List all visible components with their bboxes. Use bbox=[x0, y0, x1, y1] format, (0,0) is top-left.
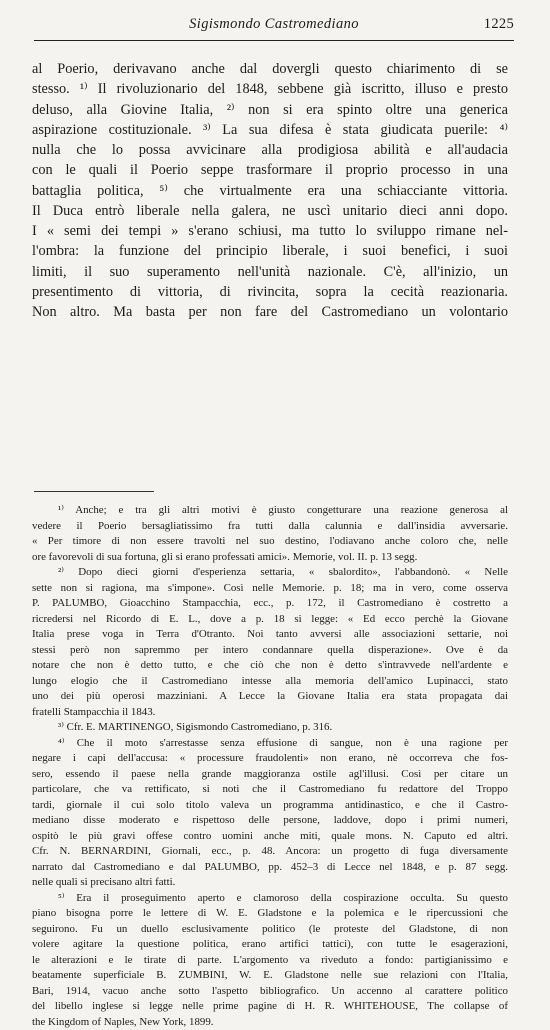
footnote-line: Cfr. N. BERNARDINI, Giornali, ecc., p. 48. Ancora: un progetto di fuga diversamente bbox=[32, 844, 508, 860]
text-line: stesso. ¹⁾ Il rivoluzionario del 1848, sebbene già iscritto, illuso e presto bbox=[32, 79, 508, 99]
footnote-line: uno dei più operosi mazziniani. A Lecce la Giovane Italia era stata propagata dai bbox=[32, 689, 508, 705]
footnote-line: negare i capi dell'accusa: « processure fraudolenti» non erano, nè occorreva che fos- bbox=[32, 751, 508, 767]
footnote-4 bbox=[32, 736, 508, 891]
text-line: I « semi dei tempi » s'erano schiusi, ma tutto lo sviluppo rimane nel- bbox=[32, 221, 508, 241]
footnote-line: P. PALUMBO, Gioacchino Stampacchia, ecc., p. 172, il Castromediano è costretto a bbox=[32, 596, 508, 612]
footnote-line: the Kingdom of Naples, New York, 1899. bbox=[32, 1015, 508, 1030]
text-line: limiti, il suo superamento nell'unità nazionale. C'è, all'inizio, un bbox=[32, 262, 508, 282]
footnote-line: beatamente superficiale B. ZUMBINI, W. E. Gladstone nelle sue relazioni con l'Italia, bbox=[32, 968, 508, 984]
running-title: Sigismondo Castromediano bbox=[34, 16, 514, 33]
footnote-line: del libello inglese si legge nelle prime pagine di H. R. WHITEHOUSE, The collapse of bbox=[32, 999, 508, 1015]
footnote-line: tardi, giornale il cui solo titolo valeva un programma antidinastico, e che il Castro- bbox=[32, 798, 508, 814]
text-line: Il Duca entrò liberale nella galera, ne uscì unitario dieci anni dopo. bbox=[32, 201, 508, 221]
footnote-line: vedere il Poerio bersagliatissimo fra tutti dalla calunnia e dall'insidia avversarie. bbox=[32, 519, 508, 535]
footnotes bbox=[32, 503, 508, 1030]
text-line: l'ombra: la funzione del principio liberale, i suoi benefici, i suoi bbox=[32, 241, 508, 261]
footnote-separator bbox=[34, 491, 154, 492]
page-header bbox=[34, 14, 514, 41]
footnote-line: piano bisogna porre le lettere di W. E. Gladstone e la polemica e le ripercussioni che bbox=[32, 906, 508, 922]
footnote-line: ³⁾ Cfr. E. MARTINENGO, Sigismondo Castromediano, p. 316. bbox=[32, 720, 508, 736]
footnote-line: mediano disse moderato e rispettoso delle persone, laddove, dopo i primi numeri, bbox=[32, 813, 508, 829]
footnote-3 bbox=[32, 720, 508, 736]
footnote-line: particolare, che va rettificato, si noti che il Castromediano fu redattore del Troppo bbox=[32, 782, 508, 798]
footnote-line: ospitò le più gravi offese contro uomini anche miti, quale mons. N. Caputo ed altri. bbox=[32, 829, 508, 845]
footnote-line: seguirono. Fu un duello esclusivamente politico (le proteste del Gladstone, di non bbox=[32, 922, 508, 938]
footnote-line: Bari, 1914, vacuo anche sotto l'aspetto bibliografico. Un accenno al carattere politico bbox=[32, 984, 508, 1000]
footnote-line: sero, essendo il paese nella grande maggioranza ostile agl'illusi. Così per citare un bbox=[32, 767, 508, 783]
footnote-2 bbox=[32, 565, 508, 720]
text-line: presentimento di vittoria, di rivincita, sopra la cecità reazionaria. bbox=[32, 282, 508, 302]
text-line: al Poerio, derivavano anche dal dovergli questo chiarimento di se bbox=[32, 59, 508, 79]
footnote-line: lungo elogio che il Castromediano intesse alla memoria dell'amico Lupinacci, stato bbox=[32, 674, 508, 690]
footnote-line: sette non si ragiona, ma s'impone». Così nelle Memorie. p. 18; ma in vero, come osserva bbox=[32, 581, 508, 597]
footnote-line: ⁴⁾ Che il moto s'arrestasse senza effusione di sangue, non è una ragione per bbox=[32, 736, 508, 752]
footnote-line: nelle quali si precisano altri fatti. bbox=[32, 875, 508, 891]
text-line: Non altro. Ma basta per non fare del Castromediano un volontario bbox=[32, 302, 508, 322]
text-line: battaglia politica, ⁵⁾ che virtualmente era una schiacciante vittoria. bbox=[32, 181, 508, 201]
text-line: deluso, alla Giovine Italia, ²⁾ non si era spinto oltre una generica bbox=[32, 100, 508, 120]
text-line: con le quali il Poerio seppe trasformare il proprio processo in una bbox=[32, 160, 508, 180]
footnote-5 bbox=[32, 891, 508, 1030]
footnote-line: stessi però non sapremmo per intero condannare quella disperazione». Ove è da bbox=[32, 643, 508, 659]
text-line: aspirazione costituzionale. ³⁾ La sua difesa è stata giudicata puerile: ⁴⁾ bbox=[32, 120, 508, 140]
footnote-1 bbox=[32, 503, 508, 565]
text-line: nulla che lo possa avvicinare alla prodigiosa abilità e all'audacia bbox=[32, 140, 508, 160]
footnote-line: ²⁾ Dopo dieci giorni d'esperienza settaria, « sbalordito», l'abbandonò. « Nelle bbox=[32, 565, 508, 581]
footnote-line: notare che non è detto tutto, e che ciò che non è detto s'intravvede nell'ardente e bbox=[32, 658, 508, 674]
page-number: 1225 bbox=[484, 16, 514, 33]
footnote-line: le alterazioni e le tirate di parte. L'argomento va riveduto a fondo: partigianissimo e bbox=[32, 953, 508, 969]
footnote-line: fratelli Stampacchia il 1843. bbox=[32, 705, 508, 721]
footnote-line: volere agitare la questione politica, erano artifici tattici), con tutte le esagerazioni, bbox=[32, 937, 508, 953]
footnote-line: narrato dal Castromediano e dal PALUMBO, pp. 452–3 di Lecce nel 1848, e p. 87 segg. bbox=[32, 860, 508, 876]
footnote-line: « Per timore di non essere travolti nel suo destino, l'odiavano anche coloro che, nelle bbox=[32, 534, 508, 550]
footnote-line: ⁵⁾ Era il proseguimento aperto e clamoroso della cospirazione occulta. Su questo bbox=[32, 891, 508, 907]
footnote-line: Italia prese voga in Terra d'Otranto. Noi tanto avversi alle associazioni settarie, noi bbox=[32, 627, 508, 643]
footnote-line: ¹⁾ Anche; e tra gli altri motivi è giusto congetturare una reazione generosa al bbox=[32, 503, 508, 519]
footnote-line: ricredersi nel Ricordo di E. L., dove a p. 18 si legge: « Ed ecco perchè la Giovane bbox=[32, 612, 508, 628]
main-text bbox=[32, 59, 508, 322]
footnote-line: ore favorevoli di sua fortuna, gli si erano professati amici». Memorie, vol. II. p. 13 segg. bbox=[32, 550, 508, 566]
